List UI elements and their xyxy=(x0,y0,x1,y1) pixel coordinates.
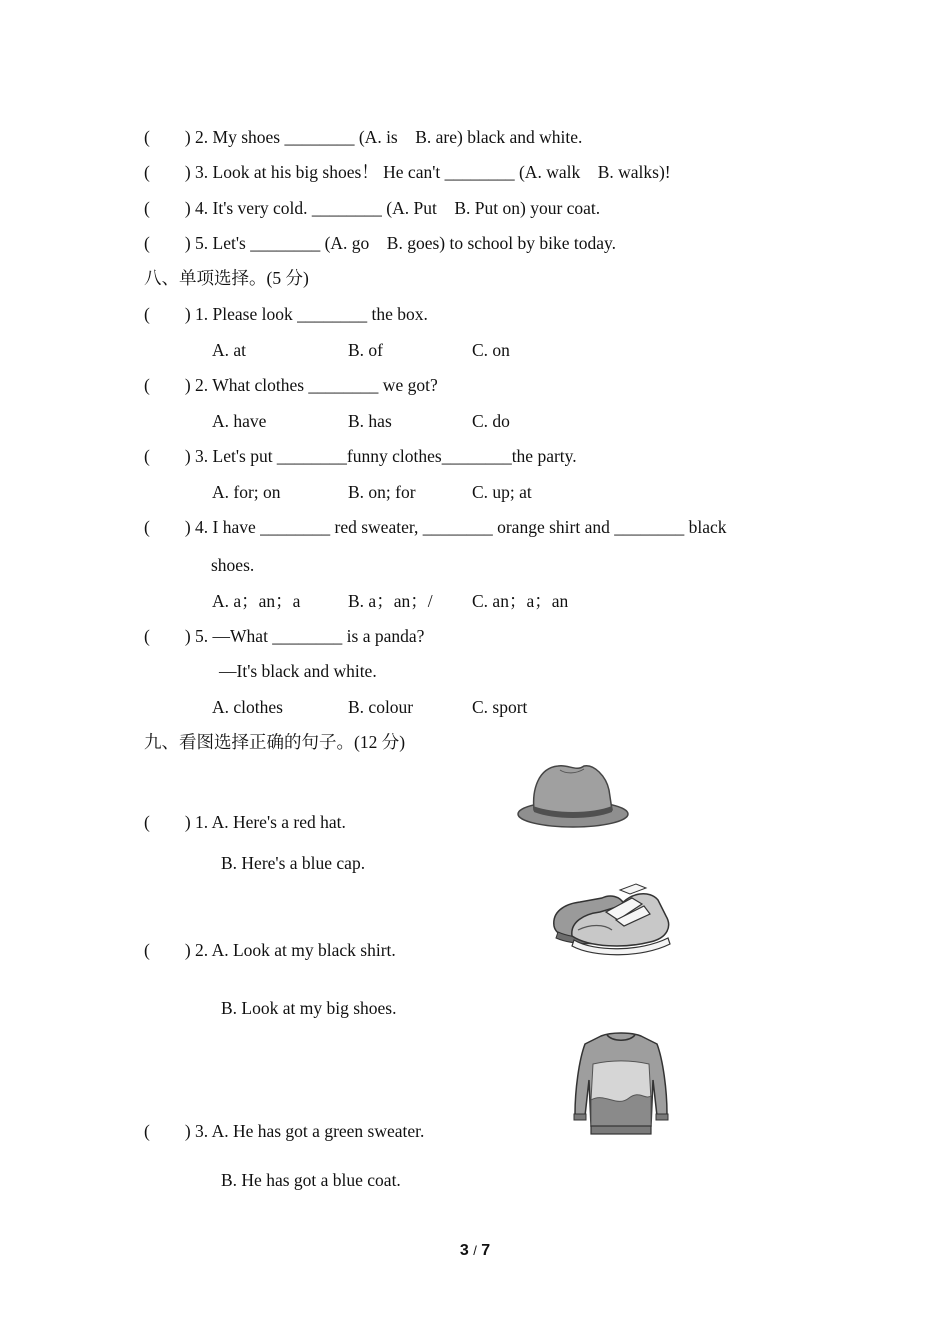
s8-q5-option-b: B. colour xyxy=(348,697,414,717)
s8-q5-reply: —It's black and white. xyxy=(219,661,377,681)
current-page: 3 xyxy=(459,1242,469,1259)
s8-q4-option-c: C. an；a；an xyxy=(472,591,569,611)
s9-question-2: ( ) 2. A. Look at my black shirt. xyxy=(144,940,396,960)
s9-question-3: ( ) 3. A. He has got a green sweater. xyxy=(144,1121,425,1141)
s8-question-2: ( ) 2. What clothes ________ we got? xyxy=(144,375,438,395)
s7-question-2: ( ) 2. My shoes ________ (A. is B. are) black and white. xyxy=(144,127,583,147)
s8-q5-option-c: C. sport xyxy=(472,697,528,717)
s7-question-5: ( ) 5. Let's ________ (A. go B. goes) to school by bike today. xyxy=(144,233,617,253)
s8-question-5: ( ) 5. —What ________ is a panda? xyxy=(144,626,425,646)
s8-q2-option-b: B. has xyxy=(348,411,392,431)
s8-q3-option-c: C. up; at xyxy=(472,482,532,502)
s8-q2-option-c: C. do xyxy=(472,411,510,431)
shoes-picture xyxy=(550,882,676,958)
s9-q3-option-b: B. He has got a blue coat. xyxy=(221,1170,401,1190)
s8-q3-option-b: B. on; for xyxy=(348,482,416,502)
s8-q5-option-a: A. clothes xyxy=(212,697,283,717)
hat-picture xyxy=(514,760,632,832)
s8-q4-option-a: A. a；an；a xyxy=(212,591,301,611)
page-separator: / xyxy=(473,1243,477,1258)
s8-question-4: ( ) 4. I have ________ red sweater, ________ orange shirt and ________ black xyxy=(144,517,727,537)
s7-question-4: ( ) 4. It's very cold. ________ (A. Put B. Put on) your coat. xyxy=(144,198,601,218)
s8-q1-option-a: A. at xyxy=(212,340,247,360)
s8-q1-option-c: C. on xyxy=(472,340,510,360)
s9-q1-option-b: B. Here's a blue cap. xyxy=(221,853,366,873)
s9-question-1: ( ) 1. A. Here's a red hat. xyxy=(144,812,346,832)
s9-q2-option-b: B. Look at my big shoes. xyxy=(221,998,397,1018)
s8-question-3: ( ) 3. Let's put ________funny clothes________the party. xyxy=(144,446,577,466)
s8-q2-option-a: A. have xyxy=(212,411,267,431)
section-9-heading: 九、看图选择正确的句子。(12 分) xyxy=(144,732,406,752)
s8-q4-option-b: B. a；an；/ xyxy=(348,591,433,611)
page-number xyxy=(0,1242,950,1260)
s8-question-1: ( ) 1. Please look ________ the box. xyxy=(144,304,428,324)
total-pages: 7 xyxy=(481,1242,491,1259)
s8-q4-continuation: shoes. xyxy=(211,555,255,575)
s7-question-3: ( ) 3. Look at his big shoes！ He can't ________ (A. walk B. walks)! xyxy=(144,162,671,182)
sweater-picture xyxy=(571,1030,671,1140)
s8-q3-option-a: A. for; on xyxy=(212,482,281,502)
section-8-heading: 八、单项选择。(5 分) xyxy=(144,268,309,288)
s8-q1-option-b: B. of xyxy=(348,340,383,360)
